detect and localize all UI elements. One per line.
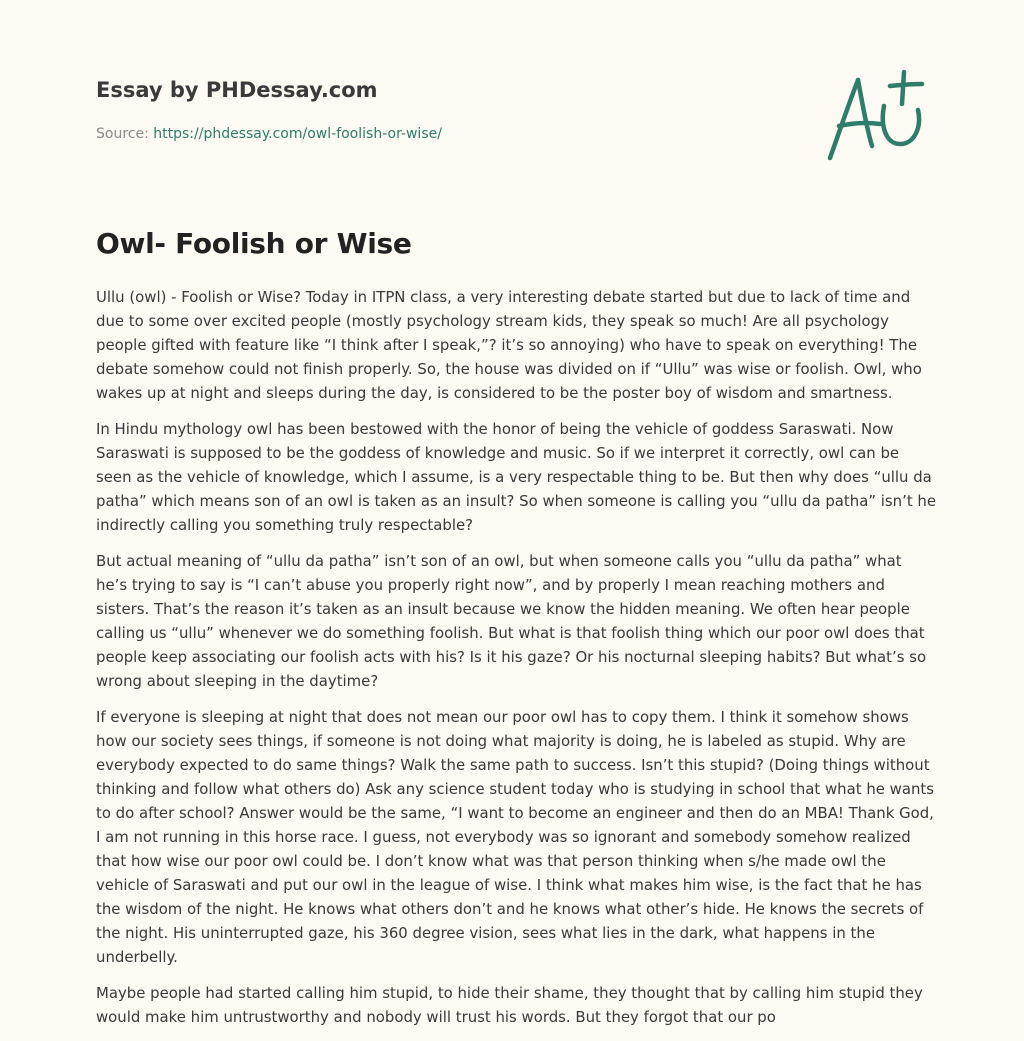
essay-body bbox=[96, 285, 936, 1041]
essay-paragraph: Ullu (owl) - Foolish or Wise? Today in ITPN class, a very interesting debate started but due to lack of time and due to some over excited people (mostly psychology stream kids, they speak so much! Are all psychology people gifted with feature like “I think after I speak,”? it’s so annoying) who have to speak on everything! The debate somehow could not finish properly. So, the house was divided on if “Ullu” was wise or foolish. Owl, who wakes up at night and sleeps during the day, is considered to be the poster boy of wisdom and smartness. bbox=[96, 288, 922, 402]
essay-paragraph: If everyone is sleeping at night that does not mean our poor owl has to copy them. I think it somehow shows how our society sees things, if someone is not doing what majority is doing, he is labeled as stupid. Why are everybody expected to do same things? Walk the same path to success. Isn’t this stupid? (Doing things without thinking and follow what others do) Ask any science student today who is studying in school that what he wants to do after school? Answer would be the same, “I want to become an engineer and then do an MBA! Thank God, I am not running in this horse race. I guess, not everybody was so ignorant and somebody somehow realized that how wise our poor owl could be. I don’t know what was that person thinking when s/he made owl the vehicle of Saraswati and put our owl in the league of wise. I think what makes him wise, is the fact that he has the wisdom of the night. He knows what others don’t and he knows what other’s hide. He knows the secrets of the night. His uninterrupted gaze, his 360 degree vision, sees what lies in the dark, what happens in the underbelly. bbox=[96, 708, 934, 966]
page-header bbox=[96, 76, 796, 144]
site-title: Essay by PHDessay.com bbox=[96, 78, 378, 102]
essay-title: Owl- Foolish or Wise bbox=[96, 227, 412, 260]
a-plus-logo-icon bbox=[822, 66, 926, 164]
essay-paragraph: But actual meaning of “ullu da patha” isn’t son of an owl, but when someone calls you “ullu da patha” what he’s trying to say is “I can’t abuse you properly right now”, and by properly I mean reaching mothers and sisters. That’s the reason it’s taken as an insult because we know the hidden meaning. We often hear people calling us “ullu” whenever we do something foolish. But what is that foolish thing which our poor owl does that people keep associating our foolish acts with his? Is it his gaze? Or his nocturnal sleeping habits? But what’s so wrong about sleeping in the daytime? bbox=[96, 552, 927, 690]
a-plus-logo-graphic bbox=[822, 66, 926, 164]
essay-paragraph: In Hindu mythology owl has been bestowed with the honor of being the vehicle of goddess Saraswati. Now Saraswati is supposed to be the goddess of knowledge and music. So if we interpret it correctly, owl can be seen as the vehicle of knowledge, which I assume, is a very respectable thing to be. But then why does “ullu da patha” which means son of an owl is taken as an insult? So when someone is calling you “ullu da patha” isn’t he indirectly calling you something truly respectable? bbox=[96, 420, 937, 534]
essay-paragraph: Maybe people had started calling him stupid, to hide their shame, they thought that by calling him stupid they would make him untrustworthy and nobody will trust his words. But they forgot that our po bbox=[96, 984, 923, 1026]
source-line bbox=[96, 124, 796, 144]
source-link[interactable]: https://phdessay.com/owl-foolish-or-wise/ bbox=[153, 126, 442, 142]
source-label: Source: bbox=[96, 126, 154, 142]
